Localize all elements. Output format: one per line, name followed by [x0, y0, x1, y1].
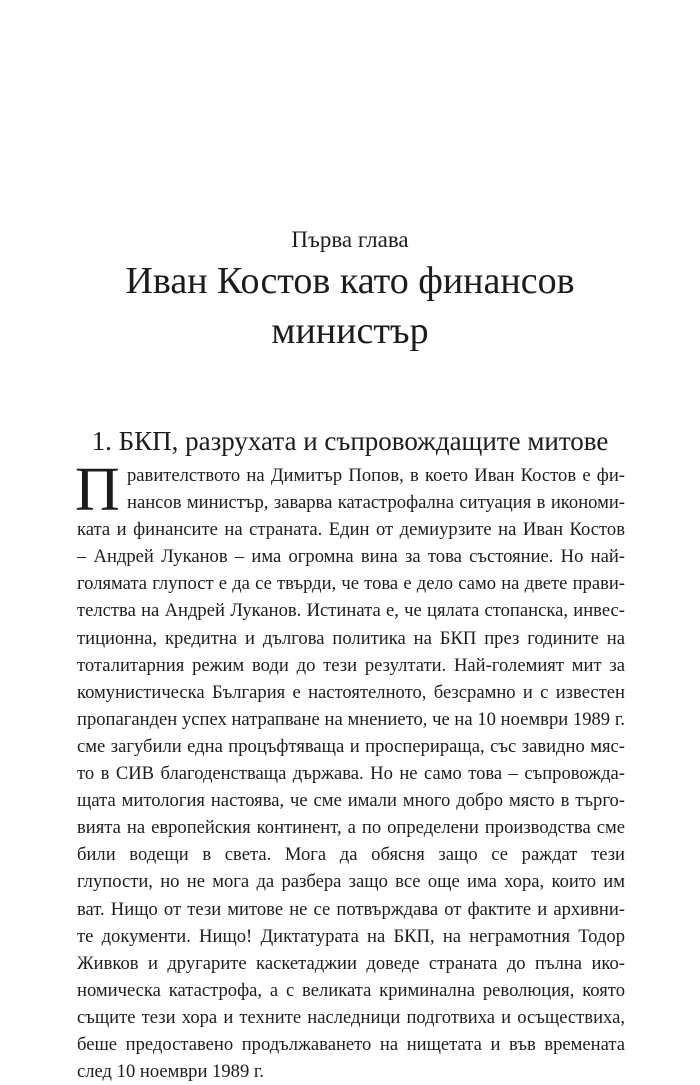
text-line: тиционна, кредитна и дългова политика на БКП през годините на: [77, 627, 625, 649]
text-line: комунистическа България е настоятелното, безсрамно и с известен: [77, 681, 625, 703]
section-heading: 1. БКП, разрухата и съпровождащите митове: [91, 426, 609, 456]
text-line: били водещи в света. Мога да обясня защо се раждат тези: [77, 844, 625, 866]
text-line: – Андрей Луканов – има огромна вина за това състояние. Но най-: [77, 546, 625, 568]
drop-cap: П: [75, 456, 120, 524]
text-line: нансов министър, заварва катастрофална ситуация в икономи-: [127, 492, 625, 514]
chapter-label: Първа глава: [291, 227, 409, 252]
text-line: Живков и другарите каскетаджии доведе страната до пълна ико-: [77, 952, 625, 974]
text-line: то в СИВ благоденстваща държава. Но не само това – съпровожда-: [77, 763, 625, 785]
text-line: тоталитарния режим води до тези резултати. Най-големият мит за: [77, 654, 625, 676]
text-line: ката и финансите на страната. Един от демиурзите на Иван Костов: [77, 519, 625, 541]
chapter-title-line-2: министър: [271, 310, 429, 352]
text-line: номическа катастрофа, а с великата криминална революция, която: [77, 979, 625, 1001]
text-line: те документи. Нищо! Диктатурата на БКП, на неграмотния Тодор: [77, 925, 625, 947]
text-line: пропаганден успех натрапване на мнението, че на 10 ноември 1989 г.: [77, 708, 625, 730]
text-line: ват. Нищо от тези митове не се потвърждава от фактите и архивни-: [77, 898, 625, 920]
body-paragraph: [75, 456, 625, 1085]
text-line: равителството на Димитър Попов, в което Иван Костов е фи-: [127, 465, 625, 486]
text-line: глупости, но не мога да разбера защо все още има хора, които им: [77, 871, 625, 893]
text-line: щата митология настоява, че сме имали много добро място в търго-: [77, 790, 625, 812]
chapter-title: [0, 256, 700, 356]
text-line: сме загубили една процъфтяваща и просперираща, със завидно мяс-: [77, 735, 625, 757]
text-line: същите тези хора и техните наследници подготвиха и осъществиха,: [77, 1006, 625, 1028]
chapter-title-line-1: Иван Костов като финансов: [125, 260, 575, 302]
text-line: телства на Андрей Луканов. Истината е, че цялата стопанска, инвес-: [77, 600, 625, 622]
text-line: вията на европейския континент, а по определени производства сме: [77, 817, 625, 839]
text-line: след 10 ноември 1989 г.: [77, 1061, 265, 1083]
text-line: голямата глупост е да се твърди, че това е дело само на двете прави-: [77, 573, 625, 595]
text-line: беше предоставено продължаването на нищетата и във времената: [77, 1033, 625, 1055]
